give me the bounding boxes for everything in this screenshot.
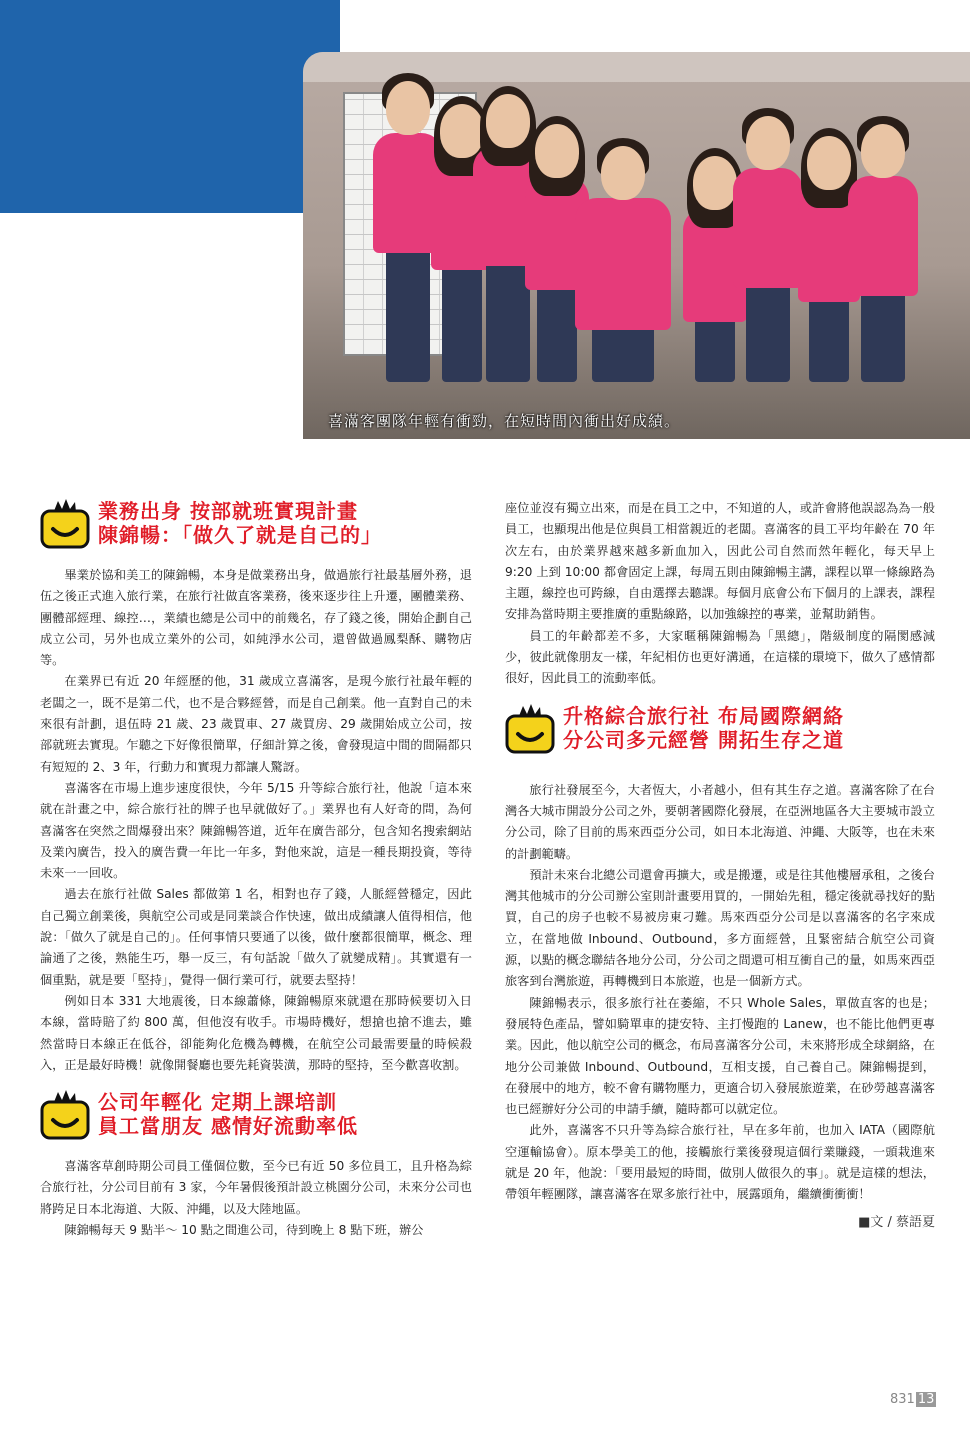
section-title-1 bbox=[98, 499, 382, 547]
paragraph: 陳錦暢每天 9 點半～ 10 點之間進公司，待到晚上 8 點下班，辦公 bbox=[64, 1223, 424, 1238]
smile-flame-icon bbox=[40, 1090, 90, 1140]
section-title-1-line1: 業務出身 按部就班實現計畫 bbox=[98, 499, 358, 523]
paragraph: 喜滿客草創時期公司員工僅個位數，至今已有近 50 多位員工，且升格為綜合旅行社，分公司目前有 3 家，今年暑假後預計設立桃園分公司，未來分公司也將跨足日本北海道、大阪、沖繩，以及大陸地區。 bbox=[40, 1159, 472, 1216]
paragraph: 座位並沒有獨立出來，而是在員工之中，不知道的人，或許會將他誤認為為一般員工，也顯現出他是位與員工相當親近的老闆。喜滿客的員工平均年齡在 70 年次左右，由於業界越來越多新血加入，因此公司自然而然年輕化，每天早上 9:20 上到 10:00 都會固定上課，每周五則由陳錦暢主講，課程以單一條線路為主題，線控也可跨線，自由選擇去聽課。每個月底會公布下個月的上課表，課程安排為當時期主要推廣的重點線路，以加強線控的專業，並幫助銷售。 bbox=[505, 501, 935, 622]
paragraph: 此外，喜滿客不只升等為綜合旅行社，早在多年前，也加入 IATA（國際航空運輸協會）。原本學美工的他，接觸旅行業後發現這個行業賺錢，一頭栽進來就是 20 年，他說：「要用最短的時間，做別人做很久的事」。就是這樣的想法，帶領年輕團隊，讓喜滿客在眾多旅行社中，展露頭角，繼續衝衝衝！ bbox=[505, 1123, 935, 1202]
section-title-3-line2: 分公司多元經營 開拓生存之道 bbox=[563, 727, 844, 752]
team-member-figure bbox=[575, 142, 671, 382]
team-member-figure bbox=[733, 112, 803, 382]
right-column bbox=[505, 498, 935, 1233]
section-title-1-line2: 陳錦暢：「做久了就是自己的」 bbox=[98, 523, 382, 547]
section-title-3-line1: 升格綜合旅行社 布局國際網絡 bbox=[563, 703, 844, 728]
paragraph: 員工的年齡都差不多，大家暱稱陳錦暢為「黑總」，階級制度的隔閡感減少，彼此就像朋友一樣，年紀相仿也更好溝通，在這樣的環境下，做久了感情都很好，因此員工的流動率低。 bbox=[505, 628, 935, 686]
section-title-3 bbox=[563, 704, 844, 752]
section-title-2-line2: 員工當朋友 感情好流動率低 bbox=[98, 1114, 358, 1139]
page-number-value: 831 bbox=[890, 1392, 915, 1407]
page-number bbox=[890, 1392, 936, 1407]
paragraph: 陳錦暢表示，很多旅行社在萎縮，不只 Whole Sales，單做直客的也是；發展特色產品，譬如騎單車的捷安特、主打慢跑的 Lanew，也不能比他們更專業。因此，他以航空公司的概念，布局喜滿客分公司，未來將形成全球網絡，在地分公司兼做 Inbound、Outbound，互相支援，自己養自己。陳錦暢提到，在發展中的地方，較不會有購物壓力，更適合切入發展旅遊業，在砂勞越喜滿客也已經辦好分公司的申請手續，隨時都可以就定位。 bbox=[505, 995, 935, 1117]
team-photo bbox=[303, 52, 970, 439]
paragraph: 畢業於協和美工的陳錦暢，本身是做業務出身，做過旅行社最基層外務，退伍之後正式進入旅行業，在旅行社做直客業務，後來逐步往上升遷，團體業務、團體部經理、線控…，業績也總是公司中的前幾名，存了錢之後，開始企劃自己成立公司，另外也成立業外的公司，如純淨水公司，還曾做過鳳梨酥、購物店等。 bbox=[40, 568, 472, 668]
paragraph: 預計未來台北總公司還會再擴大，或是搬遷，或是往其他樓層承租，之後台灣其他城市的分公司辦公室則計畫要用買的，一開始先租，穩定後就尋找好的點買，自己的房子也較不易被房東刁難。馬來西亞分公司是以喜滿客的名字來成立，在當地做 Inbound、Outbound，多方面經營，且緊密結合航空公司資源，以點的概念聯結各地分公司，分公司之間還可相互衝自己的量，如馬來西亞旅客到台灣旅遊，再轉機到日本旅遊，也是一個新方式。 bbox=[505, 867, 935, 989]
smile-flame-icon bbox=[505, 704, 555, 754]
section-title-2 bbox=[98, 1090, 358, 1138]
paragraph: 過去在旅行社做 Sales 都做第 1 名，相對也存了錢，人脈經營穩定，因此自己獨立創業後，與航空公司或是同業談合作快速，做出成績讓人值得相信，他說：「做久了就是自己的」。任何事情只要通了以後，做什麼都很簡單，概念、理論通了之後，熟能生巧，舉一反三，有句話說「做久了就變成精」。其實還有一個重點，就是要「堅持」，覺得一個行業可行，就要去堅持！ bbox=[40, 887, 472, 987]
paragraph: 旅行社發展至今，大者恆大，小者越小，但有其生存之道。喜滿客除了在台灣各大城市開設分公司之外，要朝著國際化發展，在亞洲地區各大主要城市設立分公司，除了目前的馬來西亞分公司，如日本北海道、沖繩、大阪等，也在未來的計劃範疇。 bbox=[505, 782, 935, 861]
left-column bbox=[40, 495, 472, 1241]
paragraph: 例如日本 331 大地震後，日本線蕭條，陳錦暢原來就還在那時候要切入日本線，當時賠了約 800 萬，但他沒有收手。市場時機好，想搶也搶不進去，雖然當時日本線正在低谷，卻能夠化危機為轉機，在航空公司最需要量的時候殺入，正是最好時機！就像開餐廳也要先耗資裝潢，那時的堅持，至今歡喜收割。 bbox=[40, 993, 472, 1072]
page-folio: 13 bbox=[917, 1392, 935, 1407]
section-heading-3 bbox=[505, 700, 935, 780]
section-heading-2 bbox=[40, 1086, 472, 1156]
team-member-figure bbox=[848, 120, 918, 382]
photo-caption: 喜滿客團隊年輕有衝勁，在短時間內衝出好成績。 bbox=[328, 412, 681, 430]
paragraph: 在業界已有近 20 年經歷的他，31 歲成立喜滿客，是現今旅行社最年輕的老闆之一，既不是第二代，也不是合夥經營，而是自己創業。他一直對自己的未來很有計劃，退伍時 21 歲、23 歲買車、27 歲買房、29 歲開始成立公司，按部就班去實現。乍聽之下好像很簡單，仔細計算之後，會發現這中間的間隔都只有短短的 2、3 年，行動力和實現力都讓人驚訝。 bbox=[40, 674, 472, 774]
blue-header-band bbox=[0, 0, 340, 213]
section-heading-1 bbox=[40, 495, 472, 565]
smile-flame-icon bbox=[40, 499, 90, 549]
section-title-2-line1: 公司年輕化 定期上課培訓 bbox=[98, 1090, 337, 1115]
paragraph: 喜滿客在市場上進步速度很快，今年 5/15 升等綜合旅行社，他說「這本來就在計畫之中，綜合旅行社的牌子也早就做好了。」業界也有人好奇的問，為何喜滿客在突然之間爆發出來？陳錦暢答道，近年在廣告部分，包含知名搜索網站及業內廣告，投入的廣告費一年比一年多，對他來說，這是一種長期投資，等待未來一一回收。 bbox=[40, 780, 472, 881]
byline: ■文 / 蔡語夏 bbox=[858, 1214, 935, 1230]
